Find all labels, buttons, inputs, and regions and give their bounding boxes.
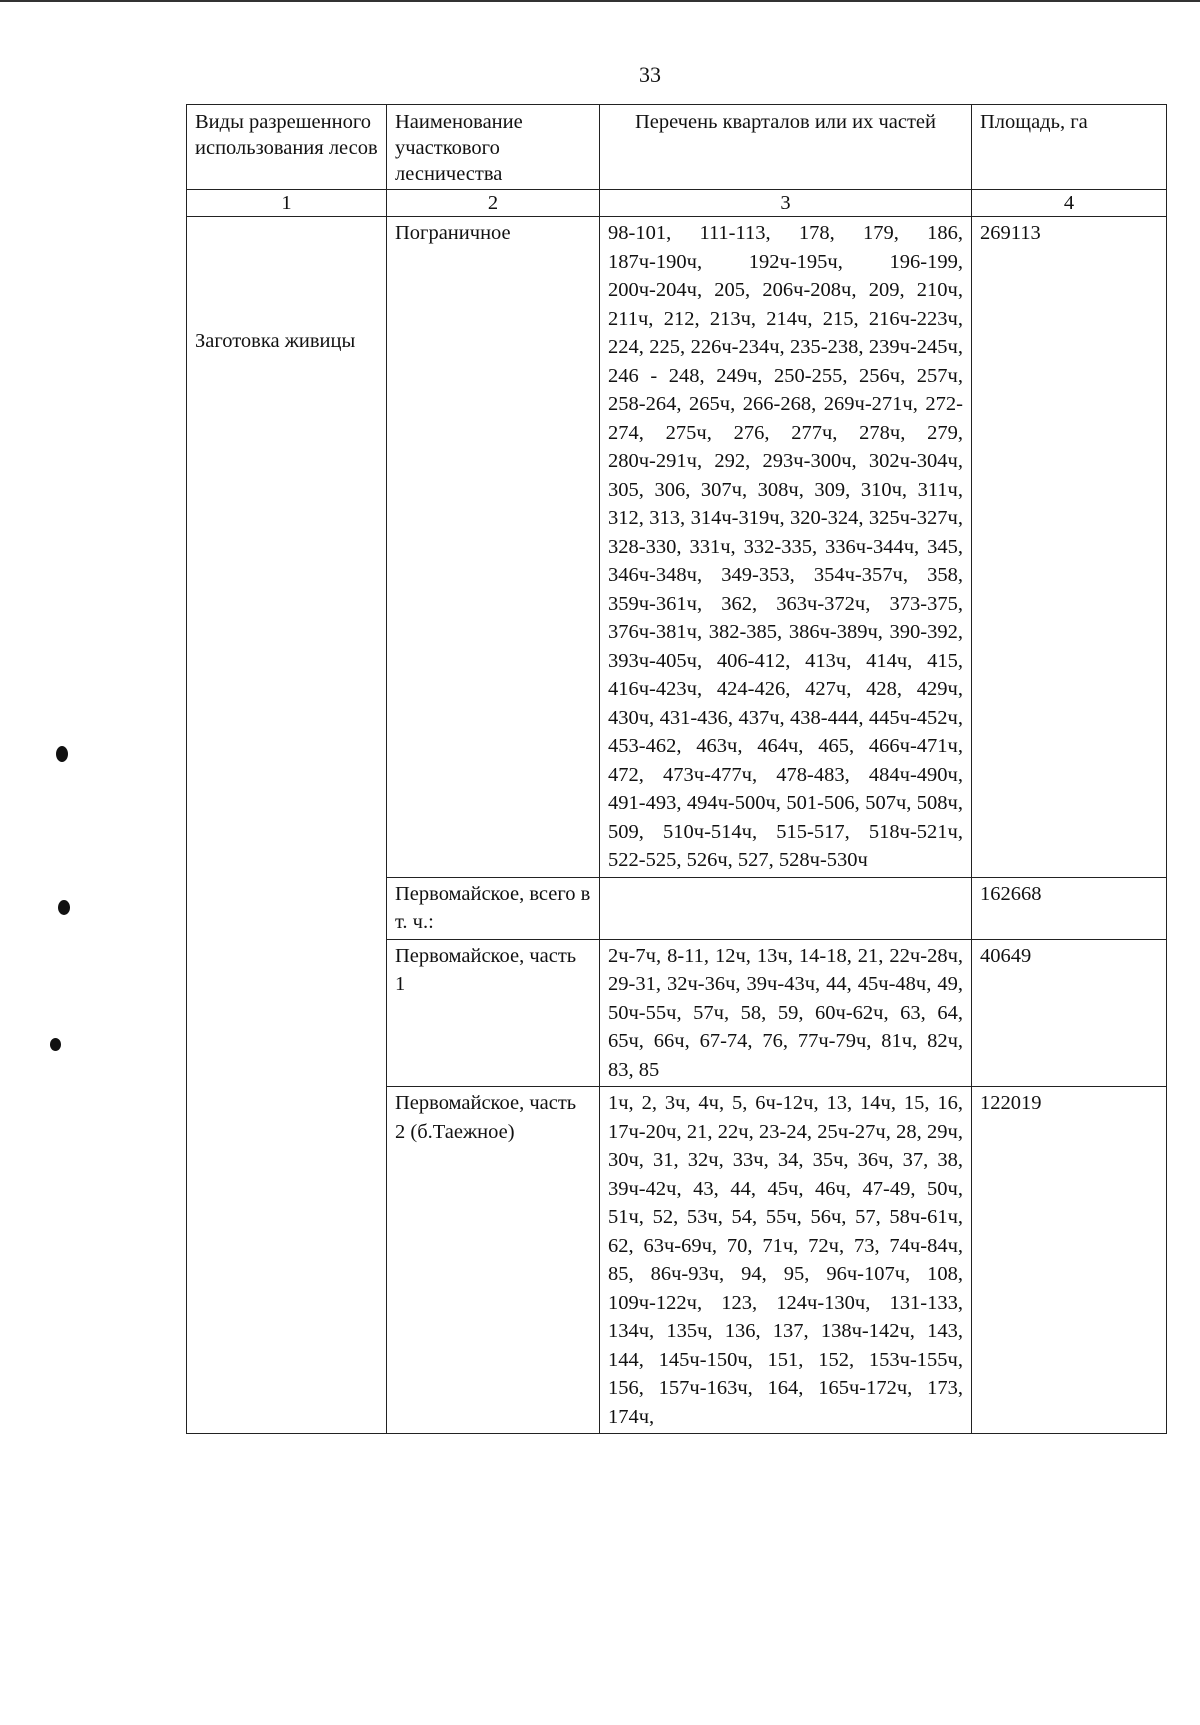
header-usage-type: Виды разрешенного использования лесов [187,105,387,190]
forestry-name-cell: Пограничное [387,217,600,878]
header-row [187,105,1167,190]
column-number: 3 [600,190,972,217]
forestry-name-cell: Первомайское, всего в т. ч.: [387,877,600,939]
header-forestry-name: Наименование участкового лесничества [387,105,600,190]
table-row [187,217,1167,878]
page-number: 33 [639,62,661,87]
forestry-name-cell: Первомайское, часть 1 [387,939,600,1087]
forestry-name-cell: Первомайское, часть 2 (б.Таежное) [387,1087,600,1434]
quarters-cell: 2ч-7ч, 8-11, 12ч, 13ч, 14-18, 21, 22ч-28ч, 29-31, 32ч-36ч, 39ч-43ч, 44, 45ч-48ч, 49, 50ч-55ч, 57ч, 58, 59, 60ч-62ч, 63, 64, 65ч, 66ч, 67-74, 76, 77ч-79ч, 81ч, 82ч, 83, 85 [600,939,972,1087]
area-cell: 162668 [972,877,1167,939]
column-number: 2 [387,190,600,217]
quarters-cell: 1ч, 2, 3ч, 4ч, 5, 6ч-12ч, 13, 14ч, 15, 16, 17ч-20ч, 21, 22ч, 23-24, 25ч-27ч, 28, 29ч, 30ч, 31, 32ч, 33ч, 34, 35ч, 36ч, 37, 38, 39ч-42ч, 43, 44, 45ч, 46ч, 47-49, 50ч, 51ч, 52, 53ч, 54, 55ч, 56ч, 57, 58ч-61ч, 62, 63ч-69ч, 70, 71ч, 72ч, 73, 74ч-84ч, 85, 86ч-93ч, 94, 95, 96ч-107ч, 108, 109ч-122ч, 123, 124ч-130ч, 131-133, 134ч, 135ч, 136, 137, 138ч-142ч, 143, 144, 145ч-150ч, 151, 152, 153ч-155ч, 156, 157ч-163ч, 164, 165ч-172ч, 173, 174ч, [600,1087,972,1434]
header-quarters-list: Перечень кварталов или их частей [600,105,972,190]
scan-speck [58,900,70,915]
area-cell: 40649 [972,939,1167,1087]
quarters-cell [600,877,972,939]
header-area: Площадь, га [972,105,1167,190]
area-cell: 122019 [972,1087,1167,1434]
forest-usage-table [186,104,1167,1434]
area-cell: 269113 [972,217,1167,878]
top-scan-edge [0,0,1200,2]
column-number: 1 [187,190,387,217]
scan-speck [50,1038,61,1051]
column-number-row [187,190,1167,217]
usage-type-cell: Заготовка живицы [187,217,387,1434]
quarters-cell: 98-101, 111-113, 178, 179, 186, 187ч-190ч, 192ч-195ч, 196-199, 200ч-204ч, 205, 206ч-208ч, 209, 210ч, 211ч, 212, 213ч, 214ч, 215, 216ч-223ч, 224, 225, 226ч-234ч, 235-238, 239ч-245ч, 246 - 248, 249ч, 250-255, 256ч, 257ч, 258-264, 265ч, 266-268, 269ч-271ч, 272-274, 275ч, 276, 277ч, 278ч, 279, 280ч-291ч, 292, 293ч-300ч, 302ч-304ч, 305, 306, 307ч, 308ч, 309, 310ч, 311ч, 312, 313, 314ч-319ч, 320-324, 325ч-327ч, 328-330, 331ч, 332-335, 336ч-344ч, 345, 346ч-348ч, 349-353, 354ч-357ч, 358, 359ч-361ч, 362, 363ч-372ч, 373-375, 376ч-381ч, 382-385, 386ч-389ч, 390-392, 393ч-405ч, 406-412, 413ч, 414ч, 415, 416ч-423ч, 424-426, 427ч, 428, 429ч, 430ч, 431-436, 437ч, 438-444, 445ч-452ч, 453-462, 463ч, 464ч, 465, 466ч-471ч, 472, 473ч-477ч, 478-483, 484ч-490ч, 491-493, 494ч-500ч, 501-506, 507ч, 508ч, 509, 510ч-514ч, 515-517, 518ч-521ч, 522-525, 526ч, 527, 528ч-530ч [600,217,972,878]
scan-speck [56,746,68,762]
column-number: 4 [972,190,1167,217]
